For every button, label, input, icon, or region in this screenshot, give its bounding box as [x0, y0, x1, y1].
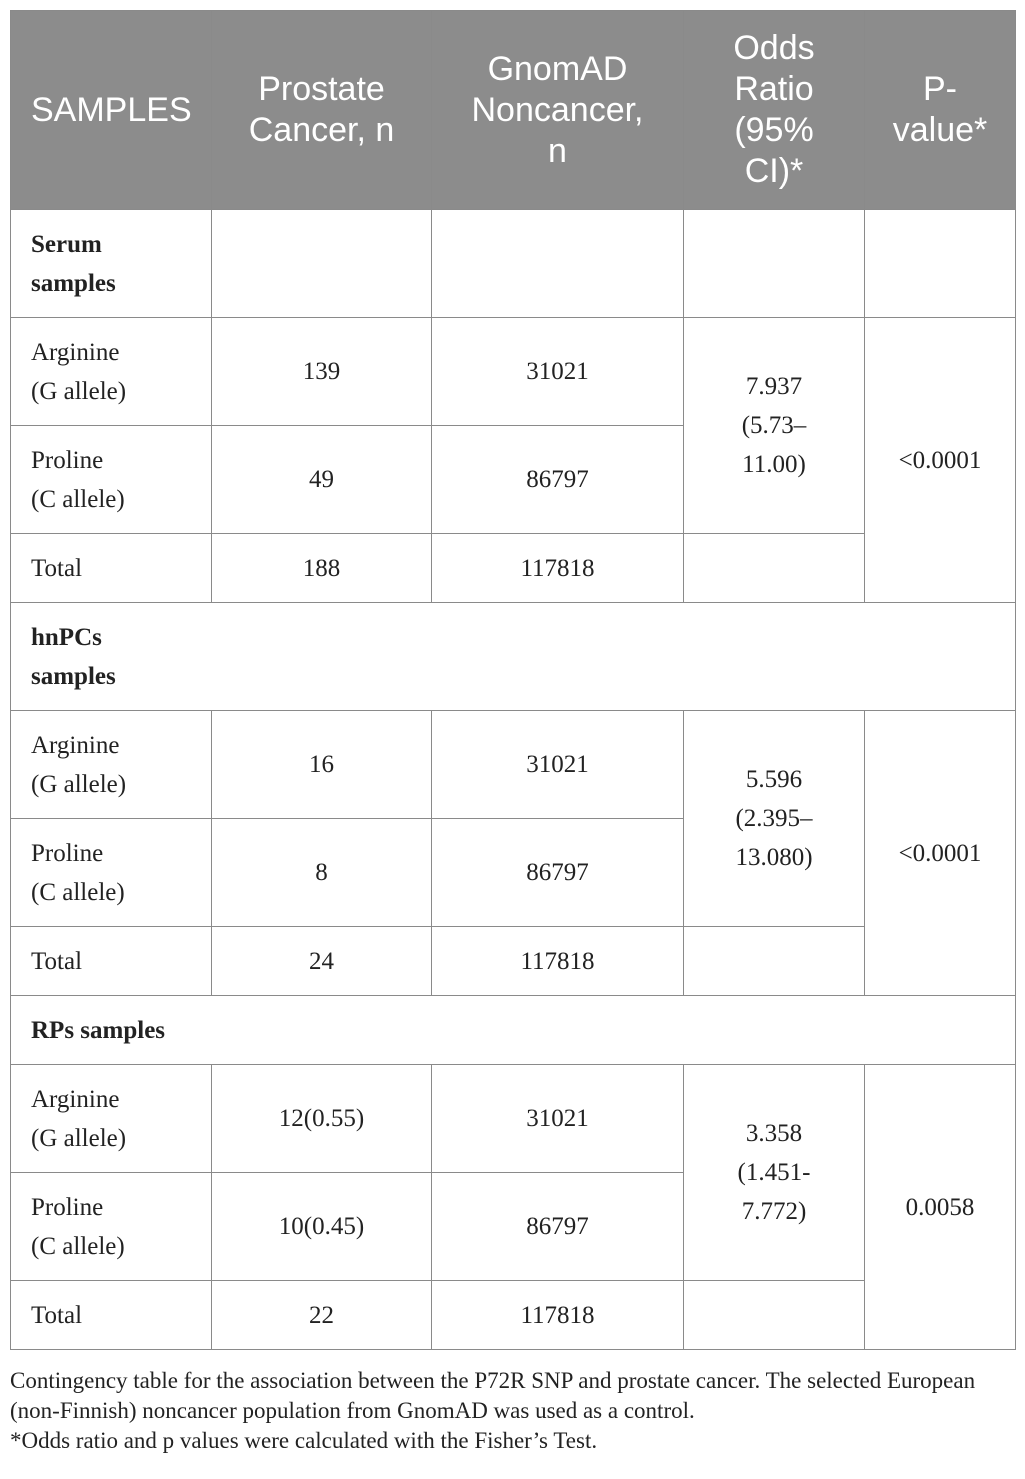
odds-ratio: 5.596 (2.395– 13.080)	[684, 711, 865, 927]
cancer-count: 139	[212, 318, 432, 426]
header-p-value: P- value*	[865, 11, 1016, 210]
noncancer-count: 117818	[432, 927, 684, 996]
p-value: <0.0001	[865, 711, 1016, 996]
group-label: RPs samples	[11, 996, 1016, 1065]
cancer-count: 8	[212, 819, 432, 927]
cancer-count: 10(0.45)	[212, 1173, 432, 1281]
header-odds-ratio: Odds Ratio (95% CI)*	[684, 11, 865, 210]
row-label: Arginine (G allele)	[11, 711, 212, 819]
p-value: 0.0058	[865, 1065, 1016, 1350]
noncancer-count: 86797	[432, 426, 684, 534]
row-label: Arginine (G allele)	[11, 1065, 212, 1173]
noncancer-count: 117818	[432, 534, 684, 603]
cancer-count: 24	[212, 927, 432, 996]
cancer-count: 12(0.55)	[212, 1065, 432, 1173]
row-label: Total	[11, 534, 212, 603]
header-samples: SAMPLES	[11, 11, 212, 210]
group-row-serum	[11, 210, 1016, 318]
cancer-count: 188	[212, 534, 432, 603]
contingency-table	[10, 10, 1016, 1350]
noncancer-count: 31021	[432, 711, 684, 819]
odds-ratio: 3.358 (1.451- 7.772)	[684, 1065, 865, 1281]
table-caption	[10, 1366, 1020, 1456]
noncancer-count: 117818	[432, 1281, 684, 1350]
row-label: Arginine (G allele)	[11, 318, 212, 426]
table-row	[11, 318, 1016, 426]
cancer-count: 22	[212, 1281, 432, 1350]
odds-ratio: 7.937 (5.73– 11.00)	[684, 318, 865, 534]
caption-description: Contingency table for the association between the P72R SNP and prostate cancer. The selected European (non-Finnish) noncancer population from GnomAD was used as a control.	[10, 1368, 976, 1423]
caption-footnote: *Odds ratio and p values were calculated with the Fisher’s Test.	[10, 1428, 598, 1453]
table-row	[11, 1065, 1016, 1173]
cancer-count: 16	[212, 711, 432, 819]
group-row-rps	[11, 996, 1016, 1065]
row-label: Total	[11, 927, 212, 996]
cancer-count: 49	[212, 426, 432, 534]
row-label: Proline (C allele)	[11, 1173, 212, 1281]
header-gnomad-noncancer: GnomAD Noncancer, n	[432, 11, 684, 210]
p-value: <0.0001	[865, 318, 1016, 603]
noncancer-count: 86797	[432, 819, 684, 927]
row-label: Proline (C allele)	[11, 819, 212, 927]
noncancer-count: 31021	[432, 318, 684, 426]
noncancer-count: 86797	[432, 1173, 684, 1281]
group-label: hnPCs samples	[11, 603, 1016, 711]
header-prostate-cancer: Prostate Cancer, n	[212, 11, 432, 210]
noncancer-count: 31021	[432, 1065, 684, 1173]
group-row-hnpcs	[11, 603, 1016, 711]
header-row	[11, 11, 1016, 210]
group-label: Serum samples	[11, 210, 212, 318]
row-label: Proline (C allele)	[11, 426, 212, 534]
row-label: Total	[11, 1281, 212, 1350]
table-row	[11, 711, 1016, 819]
